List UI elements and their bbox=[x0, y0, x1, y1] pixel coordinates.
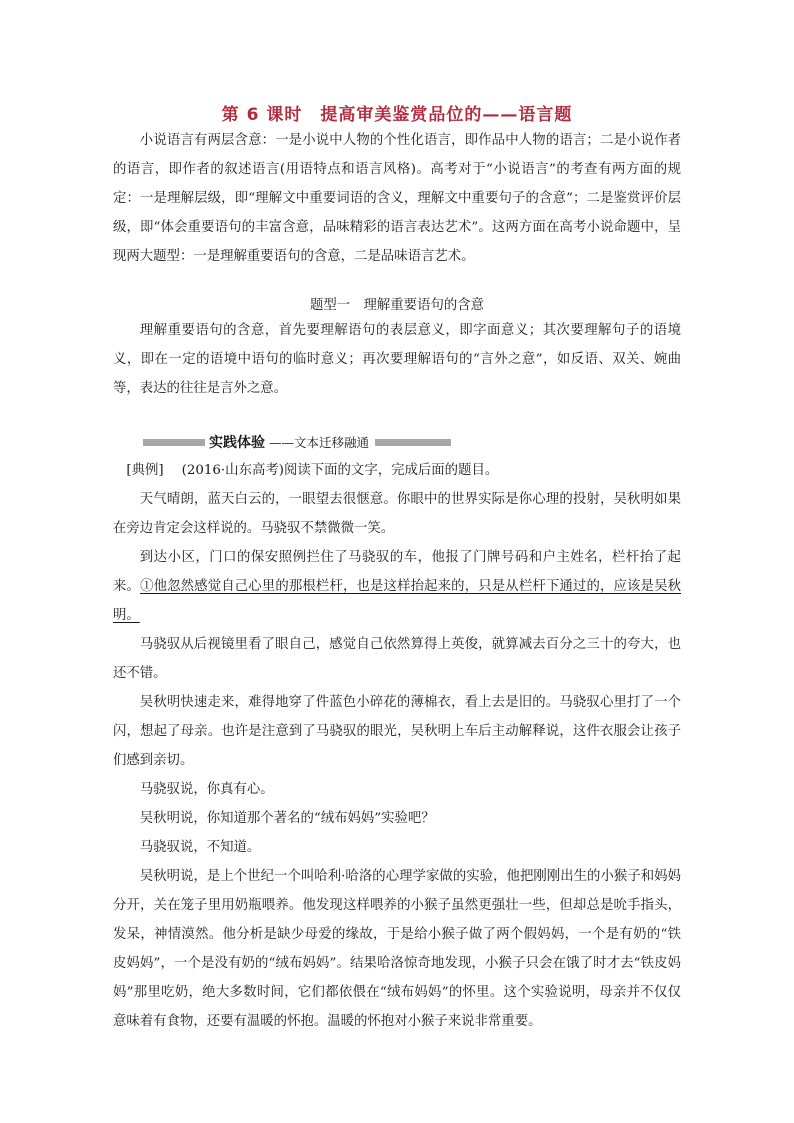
banner-bar-right bbox=[375, 439, 451, 446]
example-paragraph: 马骁驭说，你真有心。 bbox=[139, 782, 274, 797]
intro-section bbox=[113, 126, 681, 271]
intro-paragraph: 小说语言有两层含意：一是小说中人物的个性化语言，即作品中人物的语言；二是小说作者的语言，即作者的叙述语言(用语特点和语言风格)。高考对于“小说语言”的考查有两方面的规定：一是理解层级，即“理解文中重要词语的含义，理解文中重要句子的含意”；二是鉴赏评价层级，即“体会重要语句的丰富含意，品味精彩的语言表达艺术”。这两方面在高考小说命题中，呈现两大题型：一是理解重要语句的含意，二是品味语言艺术。 bbox=[113, 133, 681, 264]
example-paragraph: 吴秋明说，是上个世纪一个叫哈利·哈洛的心理学家做的实验，他把刚刚出生的小猴子和妈妈分开，关在笼子里用奶瓶喂养。他发现这样喂养的小猴子虽然更强壮一些，但却总是吮手指头，发呆，神情漠然。他分析是缺少母爱的缘故，于是给小猴子做了两个假妈妈，一个是有奶的“铁皮妈妈”，一个是没有奶的“绒布妈妈”。结果哈洛惊奇地发现，小猴子只会在饿了时才去“铁皮妈妈”那里吃奶，绝大多数时间，它们都依偎在“绒布妈妈”的怀里。这个实验说明，母亲并不仅仅意味着有食物，还要有温暖的怀抱。温暖的怀抱对小猴子来说非常重要。 bbox=[113, 869, 681, 1029]
example-paragraph: 吴秋明快速走来，难得地穿了件蓝色小碎花的薄棉衣，看上去是旧的。马骁驭心里打了一个闪，想起了母亲。也许是注意到了马骁驭的眼光，吴秋明上车后主动解释说，这件衣服会让孩子们感到亲切。 bbox=[113, 695, 681, 768]
example-source: (2016·山东高考)阅读下面的文字，完成后面的题目。 bbox=[181, 463, 499, 478]
practice-banner bbox=[143, 431, 451, 453]
section1-paragraph: 理解重要语句的含意，首先要理解语句的表层意义，即字面意义；其次要理解句子的语境义，即在一定的语境中语句的临时意义；再次要理解语句的“言外之意”，如反语、双关、婉曲等，表达的往往是言外之意。 bbox=[113, 323, 681, 396]
example-section bbox=[113, 456, 681, 1036]
example-tag: [典例] bbox=[126, 463, 164, 478]
practice-title: 实践体验 bbox=[209, 435, 265, 451]
banner-bar-left bbox=[143, 439, 205, 446]
example-paragraph bbox=[113, 543, 681, 630]
underlined-sentence: ①他忽然感觉自己心里的那根栏杆，也是这样抬起来的，只是从栏杆下通过的，应该是吴秋明。 bbox=[113, 579, 682, 623]
example-intro bbox=[113, 456, 681, 485]
lesson-title: 第 6 课时 提高审美鉴赏品位的——语言题 bbox=[221, 105, 573, 125]
example-paragraph: 吴秋明说，你知道那个著名的“绒布妈妈”实验吧？ bbox=[139, 811, 435, 826]
paragraph-text: 到达小区，门口的保安照例拦住了马骁驭的车，他报了门牌号码和户主姓名，栏杆抬了起来。 bbox=[113, 550, 681, 594]
section1-body bbox=[113, 316, 681, 403]
example-paragraph: 马骁驭从后视镜里看了眼自己，感觉自己依然算得上英俊，就算减去百分之三十的夸大，也还不错。 bbox=[113, 637, 681, 681]
example-paragraph: 天气晴朗，蓝天白云的，一眼望去很惬意。你眼中的世界实际是你心理的投射，吴秋明如果在旁边肯定会这样说的。马骁驭不禁微微一笑。 bbox=[113, 492, 681, 536]
practice-subtitle: ——文本迁移融通 bbox=[269, 435, 370, 450]
section-heading: 题型一 理解重要语句的含意 bbox=[309, 298, 485, 313]
example-paragraph: 马骁驭说，不知道。 bbox=[139, 840, 261, 855]
